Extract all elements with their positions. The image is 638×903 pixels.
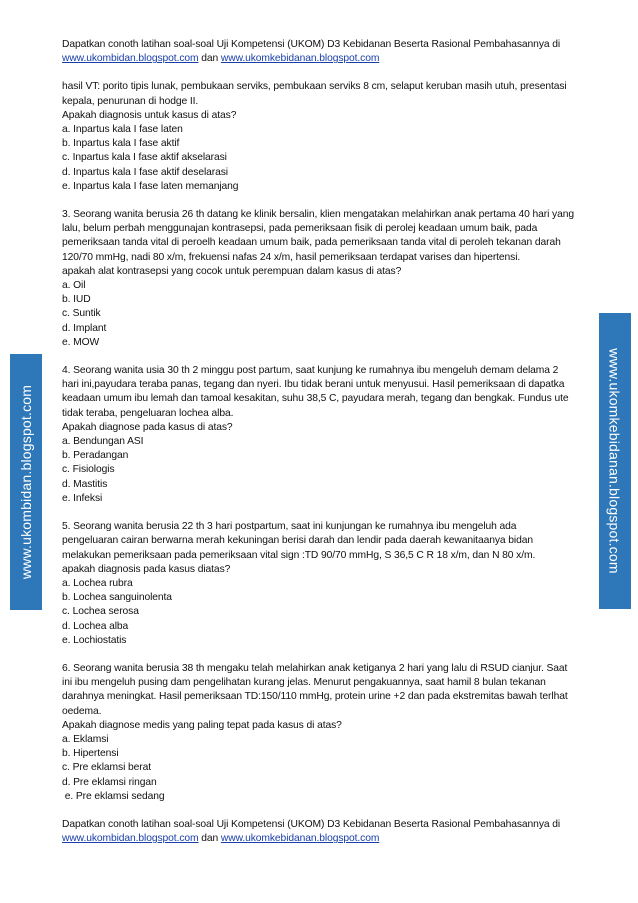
right-banner-text: www.ukomkebidanan.blogspot.com [607, 348, 623, 574]
left-banner-text: www.ukombidan.blogspot.com [18, 384, 35, 580]
question-stem-line: 3. Seorang wanita berusia 26 th datang ke klinik bersalin, klien mengatakan melahirkan anak pertama 40 hari yang [62, 209, 574, 221]
footer-links [62, 832, 618, 846]
header-links [62, 52, 618, 66]
question-stem-line: pengeluaran cairan berwarna merah kekuningan berisi darah dan lendir pada daerah kewanitaanya bidan [62, 535, 533, 547]
question-6 [62, 662, 618, 804]
question-stem-line: Apakah diagnose medis yang paling tepat pada kasus di atas? [62, 719, 342, 731]
question-stem-line: 4. Seorang wanita usia 30 th 2 minggu post partum, saat kunjung ke rumahnya ibu mengeluh demam delama 2 [62, 365, 559, 377]
answer-option: d. Mastitis [62, 478, 108, 490]
question-stem-line: Apakah diagnosis untuk kasus di atas? [62, 109, 237, 121]
question-stem-line: hari ini,payudara teraba panas, tegang dan nyeri. Ibu tidak berani untuk menyusui. Hasil pemeriksaan di dapatka [62, 379, 565, 391]
answer-option: d. Lochea alba [62, 620, 129, 632]
question-5 [62, 520, 618, 648]
question-stem-line: apakah alat kontrasepsi yang cocok untuk perempuan dalam kasus di atas? [62, 265, 402, 277]
question-stem-line: 6. Seorang wanita berusia 38 th mengaku telah melahirkan anak ketiganya 2 hari yang lalu di RSUD cianjur. Saat [62, 662, 568, 674]
right-site-banner[interactable] [599, 313, 631, 609]
answer-option: d. Pre eklamsi ringan [62, 776, 157, 788]
header-text: Dapatkan conoth latihan soal-soal Uji Kompetensi (UKOM) D3 Kebidanan Beserta Rasional Pembahasannya di [62, 39, 561, 50]
answer-option: e. MOW [62, 336, 100, 348]
left-site-banner[interactable] [10, 354, 42, 610]
answer-option: c. Fisiologis [62, 464, 115, 476]
answer-option: e. Infeksi [62, 492, 103, 504]
answer-option: b. IUD [62, 294, 91, 306]
answer-option: b. Lochea sanguinolenta [62, 592, 172, 604]
question-stem-line: 120/70 mmHg, nadi 80 x/m, frekuensi nafas 24 x/m, hasil pemeriksaan terdapat varises dan hipertensi. [62, 251, 521, 263]
question-stem-line: tidak teraba, pengeluaran lochea alba. [62, 407, 234, 419]
answer-option: c. Suntik [62, 308, 101, 320]
header [62, 38, 618, 66]
footer-text: Dapatkan conoth latihan soal-soal Uji Kompetensi (UKOM) D3 Kebidanan Beserta Rasional Pembahasannya di [62, 818, 561, 830]
question-stem-line: Apakah diagnose pada kasus di atas? [62, 421, 233, 433]
footer-link-ukomkebidanan[interactable]: www.ukomkebidanan.blogspot.com [220, 833, 380, 845]
header-and: dan [201, 53, 219, 65]
answer-option: a. Eklamsi [62, 733, 109, 745]
question-stem-line: kepala, penurunan di hodge II. [62, 95, 199, 107]
answer-option: a. Bendungan ASI [62, 436, 144, 448]
header-link-ukombidan[interactable]: www.ukombidan.blogspot.com [62, 53, 199, 65]
answer-option: a. Lochea rubra [62, 577, 133, 589]
footer-link-ukombidan[interactable]: www.ukombidan.blogspot.com [62, 833, 199, 845]
answer-option: e. Inpartus kala I fase laten memanjang [62, 180, 239, 192]
question-3 [62, 208, 618, 350]
question-stem-line: melakukan pemeriksaan pada pemeriksaan vital sign :TD 90/70 mmHg, S 36,5 C R 18 x/m, dan N 80 x/m. [62, 549, 536, 561]
question-stem-line: apakah diagnosis pada kasus diatas? [62, 563, 231, 575]
question-2 [62, 80, 618, 194]
question-stem-line: hasil VT: porito tipis lunak, pembukaan serviks, pembukaan serviks 8 cm, selaput keruban masih utuh, presentasi [62, 81, 567, 93]
answer-option: b. Hipertensi [62, 748, 119, 760]
answer-option: d. Implant [62, 322, 107, 334]
answer-option: e. Pre eklamsi sedang [62, 790, 165, 802]
answer-option: c. Lochea serosa [62, 606, 139, 618]
question-stem-line: ini ibu mengeluh pusing dam pengelihatan kurang jelas. Menurut pengakuannya, saat hamil 8 bulan tekanan [62, 677, 546, 689]
question-stem-line: pemeriksaan tanda vital di peroelh keadaan umum baik, pada pemeriksaan tanda vital di peroleh tekanan darah [62, 237, 561, 249]
footer-and: dan [201, 833, 219, 845]
question-stem-line: darahnya meningkat. Hasil pemeriksaan TD:150/110 mmHg, protein urine +2 dan pada ekstremitas bawah terlhat [62, 691, 568, 703]
answer-option: d. Inpartus kala I fase aktif deselarasi [62, 166, 228, 178]
answer-option: b. Peradangan [62, 450, 129, 462]
footer [62, 818, 618, 846]
answer-option: a. Inpartus kala I fase laten [62, 124, 183, 136]
answer-option: a. Oil [62, 280, 86, 292]
question-stem-line: lalu, belum perbah menggunajan kontrasepsi, pada pemeriksaan fisik di perolej keadaan umum baik, pada [62, 223, 538, 235]
answer-option: c. Inpartus kala I fase aktif akselarasi [62, 152, 227, 164]
header-link-ukomkebidanan[interactable]: www.ukomkebidanan.blogspot.com [220, 53, 380, 65]
question-stem-line: 5. Seorang wanita berusia 22 th 3 hari postpartum, saat ini kunjungan ke rumahnya ibu mengeluh ada [62, 521, 517, 533]
answer-option: e. Lochiostatis [62, 634, 127, 646]
answer-option: b. Inpartus kala I fase aktif [62, 138, 180, 150]
question-stem-line: keadaan umum ibu lemah dan tamoal kesakitan, suhu 38,5 C, payudara merah, tegang dan bengkak. Fundus ute [62, 393, 569, 405]
document-page [62, 38, 618, 846]
answer-option: c. Pre eklamsi berat [62, 762, 151, 774]
question-4 [62, 364, 618, 506]
question-stem-line: oedema. [62, 705, 102, 717]
